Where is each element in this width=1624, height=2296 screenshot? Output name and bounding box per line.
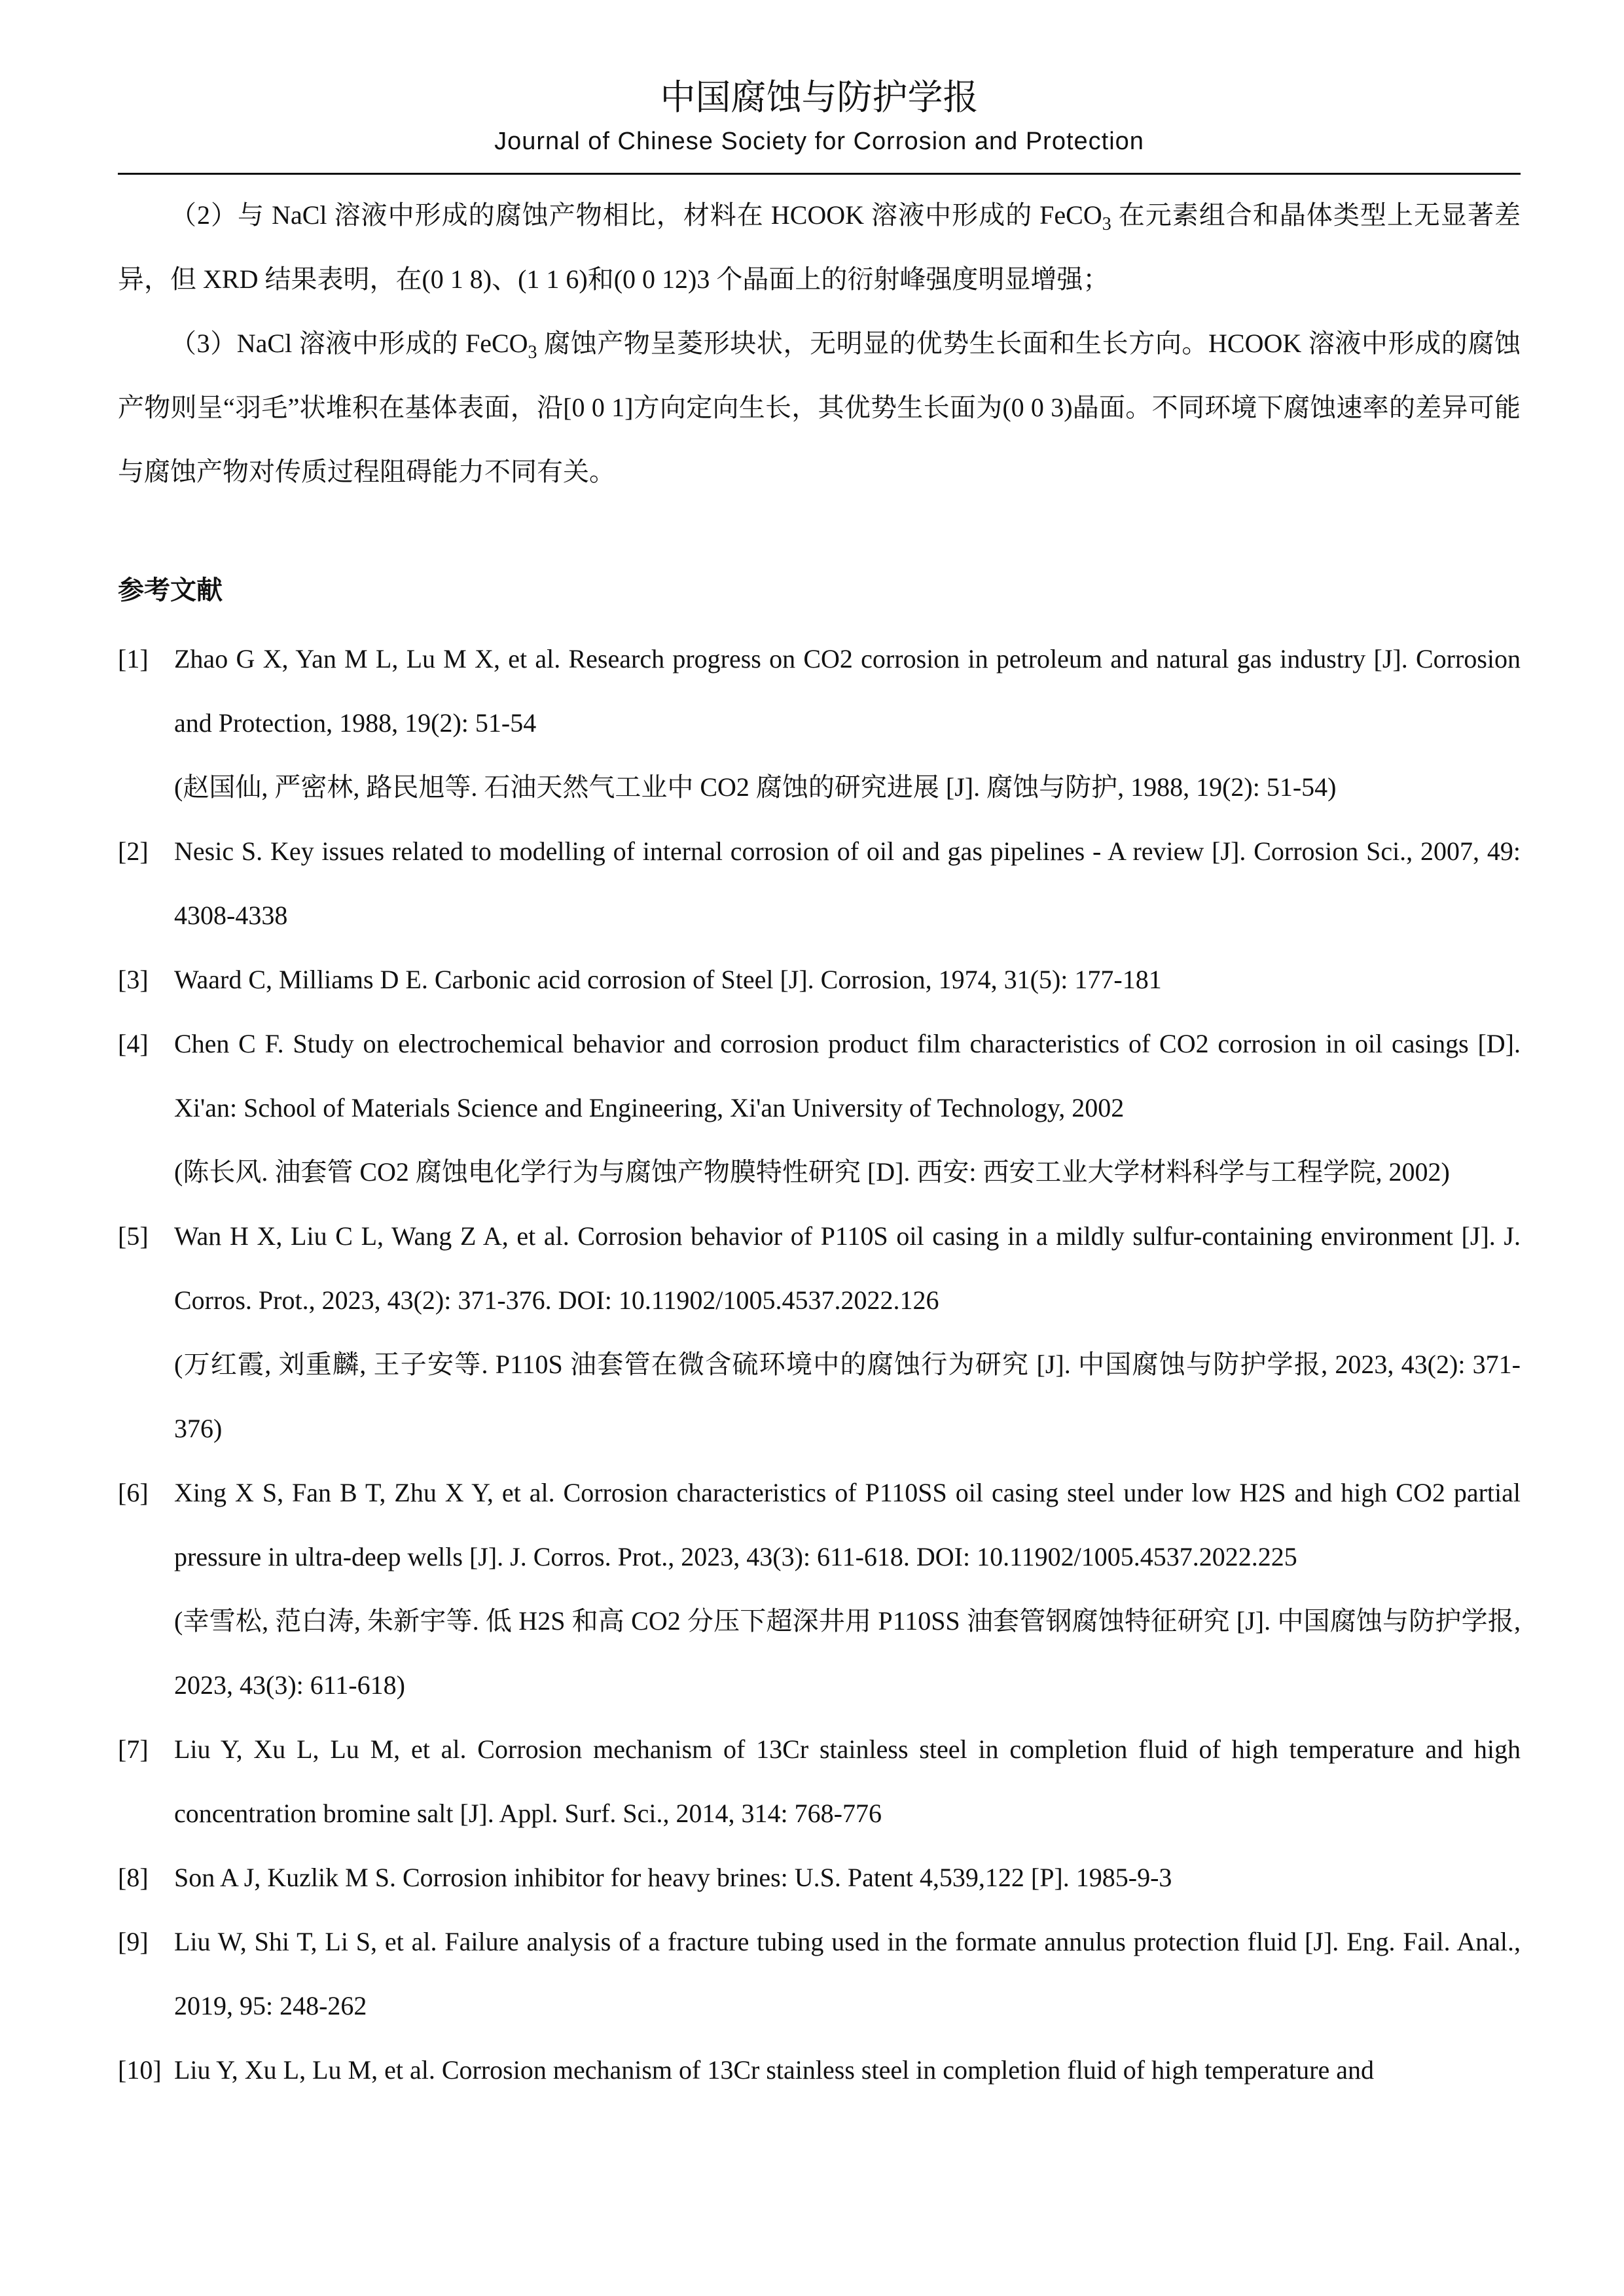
reference-item bbox=[118, 1012, 1521, 1204]
conclusion-2-subscript: 3 bbox=[1102, 214, 1111, 234]
conclusion-3-text-b: 腐蚀产物呈菱形块状，无明显的优势生长面和生长方向。HCOOK 溶液中形成的腐蚀产物则呈“羽毛”状堆积在基体表面，沿[0 0 1]方向定向生长，其优势生长面为(0 0 3)晶面。不同环境下腐蚀速率的差异可能与腐蚀产物对传质过程阻碍能力不同有关。 bbox=[118, 329, 1521, 486]
reference-chinese-text: (赵国仙, 严密林, 路民旭等. 石油天然气工业中 CO2 腐蚀的研究进展 [J]. 腐蚀与防护, 1988, 19(2): 51-54) bbox=[174, 772, 1337, 802]
reference-item bbox=[118, 1910, 1521, 2038]
running-header bbox=[118, 73, 1521, 160]
reference-item bbox=[118, 1204, 1521, 1461]
references-heading: 参考文献 bbox=[118, 575, 223, 605]
conclusion-paragraph-2 bbox=[118, 183, 1521, 312]
reference-item bbox=[118, 1717, 1521, 1846]
references-list bbox=[118, 627, 1521, 2102]
conclusion-3-text-a: （3）NaCl 溶液中形成的 FeCO bbox=[170, 329, 528, 358]
reference-chinese-text: (万红霞, 刘重麟, 王子安等. P110S 油套管在微含硫环境中的腐蚀行为研究 [J]. 中国腐蚀与防护学报, 2023, 43(2): 371-376) bbox=[174, 1350, 1521, 1443]
conclusion-2-text-b: 在元素组合和晶体类型上无显著差异，但 XRD 结果表明，在(0 1 8)、(1 1 6)和(0 0 12)3 个晶面上的衍射峰强度明显增强； bbox=[118, 200, 1521, 294]
reference-number: [1] bbox=[118, 644, 149, 673]
reference-item bbox=[118, 2038, 1521, 2102]
reference-number: [4] bbox=[118, 1029, 149, 1058]
reference-number: [7] bbox=[118, 1734, 149, 1764]
conclusions-section bbox=[118, 183, 1521, 504]
reference-item bbox=[118, 1461, 1521, 1717]
journal-title-chinese: 中国腐蚀与防护学报 bbox=[660, 77, 979, 118]
conclusion-2-text-a: （2）与 NaCl 溶液中形成的腐蚀产物相比，材料在 HCOOK 溶液中形成的 FeCO bbox=[170, 200, 1102, 230]
reference-number: [5] bbox=[118, 1221, 149, 1251]
reference-number: [10] bbox=[118, 2055, 162, 2085]
reference-text: Zhao G X, Yan M L, Lu M X, et al. Research progress on CO2 corrosion in petroleum and natural gas industry [J]. Corrosion and Protection, 1988, 19(2): 51-54 bbox=[174, 644, 1521, 738]
reference-number: [6] bbox=[118, 1478, 149, 1507]
conclusion-paragraph-3 bbox=[118, 312, 1521, 504]
reference-item bbox=[118, 1846, 1521, 1910]
reference-text: Liu Y, Xu L, Lu M, et al. Corrosion mechanism of 13Cr stainless steel in completion fluid of high temperature and high concentration bromine salt [J]. Appl. Surf. Sci., 2014, 314: 768-776 bbox=[174, 1734, 1521, 1828]
reference-text: Wan H X, Liu C L, Wang Z A, et al. Corrosion behavior of P110S oil casing in a mildly sulfur-containing environment [J]. J. Corros. Prot., 2023, 43(2): 371-376. DOI: 10.11902/1005.4537.2022.126 bbox=[174, 1221, 1521, 1315]
conclusion-3-subscript: 3 bbox=[528, 342, 537, 363]
reference-number: [2] bbox=[118, 836, 149, 866]
reference-number: [3] bbox=[118, 965, 149, 994]
reference-text: Son A J, Kuzlik M S. Corrosion inhibitor for heavy brines: U.S. Patent 4,539,122 [P]. 1985-9-3 bbox=[174, 1863, 1172, 1892]
header-divider bbox=[118, 173, 1521, 175]
journal-title-english: Journal of Chinese Society for Corrosion and Protection bbox=[494, 128, 1144, 155]
reference-text: Liu Y, Xu L, Lu M, et al. Corrosion mechanism of 13Cr stainless steel in completion fluid of high temperature and bbox=[174, 2055, 1374, 2085]
reference-number: [9] bbox=[118, 1927, 149, 1956]
reference-number: [8] bbox=[118, 1863, 149, 1892]
reference-item bbox=[118, 948, 1521, 1012]
reference-text: Waard C, Milliams D E. Carbonic acid corrosion of Steel [J]. Corrosion, 1974, 31(5): 177-181 bbox=[174, 965, 1162, 994]
reference-text: Chen C F. Study on electrochemical behavior and corrosion product film characteristics of CO2 corrosion in oil casings [D]. Xi'an: School of Materials Science and Engineering, Xi'an University of Technology, 2002 bbox=[174, 1029, 1521, 1122]
reference-chinese-text: (陈长风. 油套管 CO2 腐蚀电化学行为与腐蚀产物膜特性研究 [D]. 西安: 西安工业大学材料科学与工程学院, 2002) bbox=[174, 1157, 1450, 1187]
reference-item bbox=[118, 627, 1521, 819]
reference-item bbox=[118, 819, 1521, 948]
reference-text: Xing X S, Fan B T, Zhu X Y, et al. Corrosion characteristics of P110SS oil casing steel under low H2S and high CO2 partial pressure in ultra-deep wells [J]. J. Corros. Prot., 2023, 43(3): 611-618. DOI: 10.11902/1005.4537.2022.225 bbox=[174, 1478, 1521, 1571]
reference-chinese-text: (幸雪松, 范白涛, 朱新宇等. 低 H2S 和高 CO2 分压下超深井用 P110SS 油套管钢腐蚀特征研究 [J]. 中国腐蚀与防护学报, 2023, 43(3): 611-618) bbox=[174, 1606, 1521, 1700]
reference-text: Nesic S. Key issues related to modelling of internal corrosion of oil and gas pipelines - A review [J]. Corrosion Sci., 2007, 49: 4308-4338 bbox=[174, 836, 1521, 930]
reference-text: Liu W, Shi T, Li S, et al. Failure analysis of a fracture tubing used in the formate annulus protection fluid [J]. Eng. Fail. Anal., 2019, 95: 248-262 bbox=[174, 1927, 1521, 2020]
